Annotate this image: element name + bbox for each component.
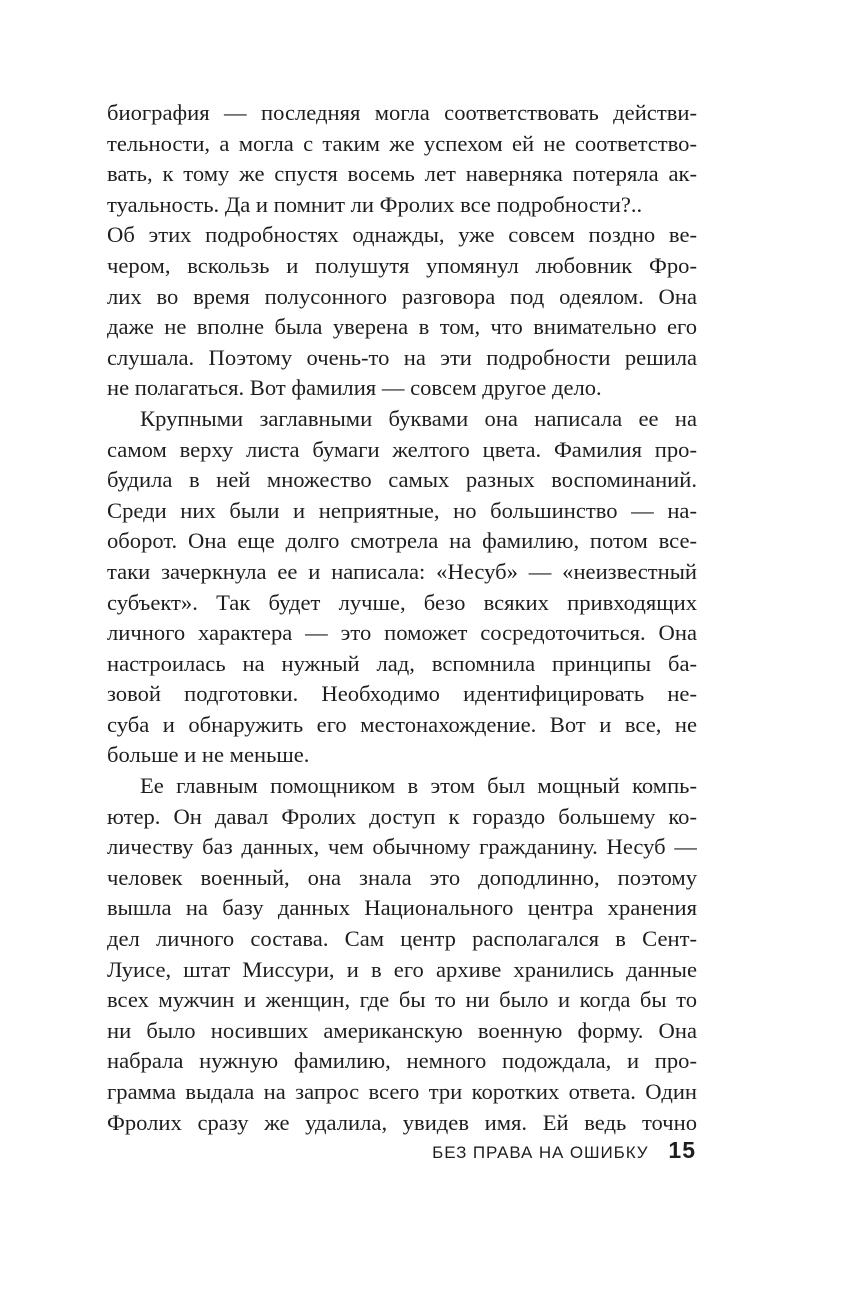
text-line: тельности, а могла с таким же успехом ей не соответство- xyxy=(107,130,697,156)
text-line: зовой подготовки. Необходимо идентифицировать не- xyxy=(107,681,697,707)
text-line: всех мужчин и женщин, где бы то ни было и когда бы то xyxy=(107,987,697,1013)
paragraph-2 xyxy=(107,404,697,771)
text-line: дел личного состава. Сам центр располагался в Сент- xyxy=(107,926,697,952)
text-line: лих во время полусонного разговора под одеялом. Она xyxy=(107,283,697,309)
text-line: больше и не меньше. xyxy=(107,742,310,768)
page-number: 15 xyxy=(668,1137,696,1163)
text-line: ни было носивших американскую военную форму. Она xyxy=(107,1017,697,1043)
text-line: оборот. Она еще долго смотрела на фамилию, потом все- xyxy=(107,528,697,554)
text-line: субъект». Так будет лучше, безо всяких привходящих xyxy=(107,589,697,615)
text-line: личеству баз данных, чем обычному гражданину. Несуб — xyxy=(107,834,697,860)
text-line: суба и обнаружить его местонахождение. Вот и все, не xyxy=(107,711,697,737)
text-line: Ее главным помощником в этом был мощный компь- xyxy=(140,773,697,799)
text-line: Об этих подробностях однажды, уже совсем поздно ве- xyxy=(107,222,697,248)
text-line: человек военный, она знала это доподлинно, поэтому xyxy=(107,864,697,890)
text-line: набрала нужную фамилию, немного подождала, и про- xyxy=(107,1048,697,1074)
text-line: биография — последняя могла соответствовать действи- xyxy=(107,100,697,125)
text-line: Луисе, штат Миссури, и в его архиве хранились данные xyxy=(107,956,697,982)
text-line: не полагаться. Вот фамилия — совсем другое дело. xyxy=(107,375,602,401)
text-line: настроилась на нужный лад, вспомнила принципы ба- xyxy=(107,650,697,676)
text-line: Фролих сразу же удалила, увидев имя. Ей ведь точно xyxy=(107,1109,697,1135)
text-line: Среди них были и неприятные, но большинство — на- xyxy=(107,497,697,523)
text-line: слушала. Поэтому очень-то на эти подробности решила xyxy=(107,344,697,370)
text-line: будила в ней множество самых разных воспоминаний. xyxy=(107,467,697,493)
page-footer xyxy=(432,1137,696,1167)
text-line: личного характера — это поможет сосредоточиться. Она xyxy=(107,620,697,646)
text-line: вышла на базу данных Национального центра хранения xyxy=(107,895,697,921)
text-line: грамма выдала на запрос всего три коротких ответа. Один xyxy=(107,1079,697,1104)
body-text xyxy=(107,98,697,1138)
text-line: даже не вполне была уверена в том, что внимательно его xyxy=(107,314,697,340)
text-line: туальность. Да и помнит ли Фролих все подробности?.. xyxy=(107,191,643,217)
paragraph-1 xyxy=(107,98,697,404)
paragraph-3 xyxy=(107,771,697,1138)
text-line: вать, к тому же спустя восемь лет наверняка потеряла ак- xyxy=(107,161,697,187)
running-title: БЕЗ ПРАВА НА ОШИБКУ xyxy=(432,1143,649,1162)
text-line: чером, вскользь и полушутя упомянул любовник Фро- xyxy=(107,252,697,278)
text-line: ютер. Он давал Фролих доступ к гораздо большему ко- xyxy=(107,803,697,829)
text-line: самом верху листа бумаги желтого цвета. Фамилия про- xyxy=(107,436,697,462)
text-line: Крупными заглавными буквами она написала ее на xyxy=(140,405,697,431)
text-line: таки зачеркнула ее и написала: «Несуб» — «неизвестный xyxy=(107,558,697,584)
